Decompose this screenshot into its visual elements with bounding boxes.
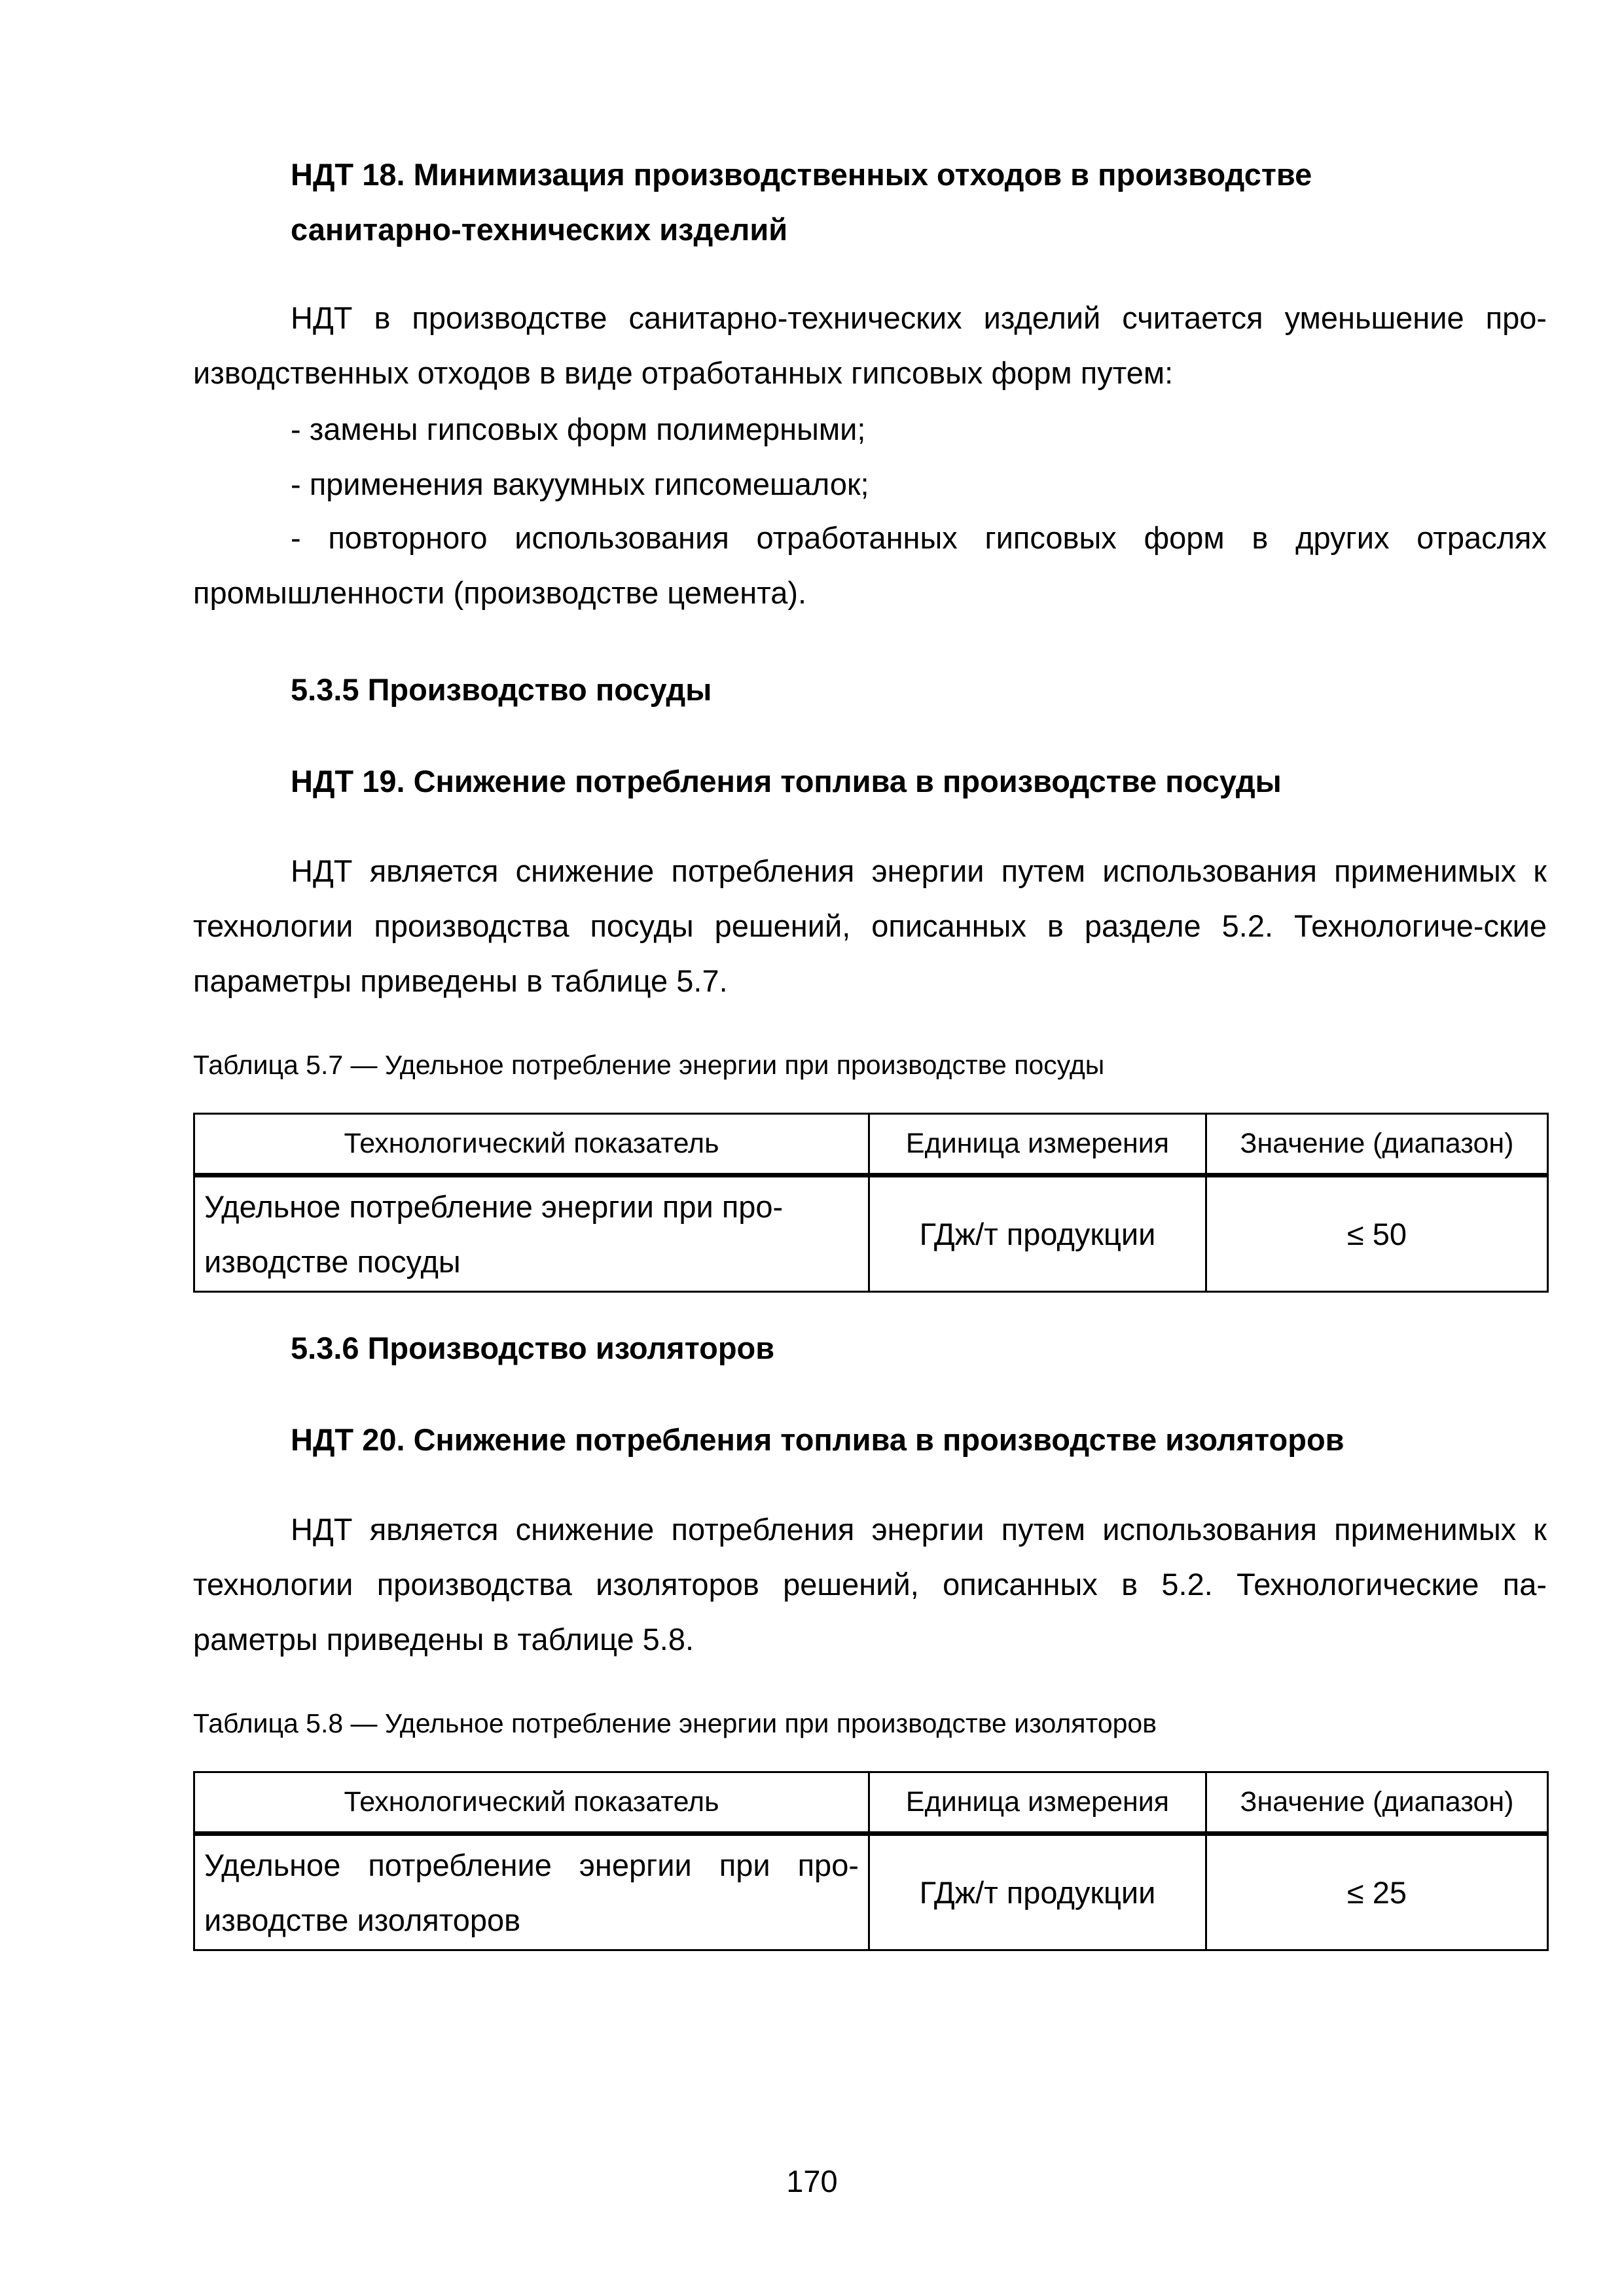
section-535-title: 5.3.5 Производство посуды bbox=[291, 672, 712, 707]
page-number: 170 bbox=[786, 2164, 838, 2198]
ndt19-title: НДТ 19. Снижение потребления топлива в производстве посуды bbox=[291, 764, 1282, 798]
table-header-cell: Технологический показатель bbox=[194, 1772, 869, 1834]
table-row bbox=[194, 1175, 1548, 1292]
table-5-8 bbox=[193, 1771, 1549, 1951]
table-header-cell: Единица измерения bbox=[869, 1772, 1206, 1834]
table-header-cell: Значение (диапазон) bbox=[1206, 1114, 1548, 1175]
table-cell-unit: ГДж/т продукции bbox=[869, 1834, 1206, 1950]
table-cell-indicator: Удельное потребление энергии при про-изводстве изоляторов bbox=[194, 1834, 869, 1950]
table-header-row bbox=[194, 1114, 1548, 1175]
ndt20-title: НДТ 20. Снижение потребления топлива в производстве изоляторов bbox=[291, 1422, 1344, 1457]
ndt18-title-line2: санитарно-технических изделий bbox=[291, 212, 788, 247]
table-cell-value: ≤ 25 bbox=[1206, 1834, 1548, 1950]
section-536-title: 5.3.6 Производство изоляторов bbox=[291, 1331, 775, 1365]
ndt18-list-item-3: - повторного использования отработанных гипсовых форм в других отраслях промышленности (производстве цемента). bbox=[193, 520, 1547, 610]
ndt18-list-item-2: - применения вакуумных гипсомешалок; bbox=[291, 467, 869, 501]
table-cell-value: ≤ 50 bbox=[1206, 1175, 1548, 1292]
table-header-row bbox=[194, 1772, 1548, 1834]
table57-caption: Таблица 5.7 — Удельное потребление энергии при производстве посуды bbox=[193, 1050, 1105, 1080]
table-cell-unit: ГДж/т продукции bbox=[869, 1175, 1206, 1292]
ndt18-list-item-1: - замены гипсовых форм полимерными; bbox=[291, 412, 866, 446]
ndt20-text: НДТ является снижение потребления энергии путем использования применимых к технологии производства изоляторов решений, описанных в 5.2. Технологические па-раметры приведены в таблице 5.8. bbox=[193, 1512, 1547, 1657]
ndt19-text: НДТ является снижение потребления энергии путем использования применимых к технологии производства посуды решений, описанных в разделе 5.2. Технологиче-ские параметры приведены в таблице 5.7. bbox=[193, 853, 1547, 998]
table-5-7 bbox=[193, 1113, 1549, 1293]
ndt18-title-line1: НДТ 18. Минимизация производственных отходов в производстве bbox=[291, 157, 1312, 192]
table-header-cell: Единица измерения bbox=[869, 1114, 1206, 1175]
table-row bbox=[194, 1834, 1548, 1950]
table58-caption: Таблица 5.8 — Удельное потребление энергии при производстве изоляторов bbox=[193, 1708, 1157, 1738]
table-header-cell: Значение (диапазон) bbox=[1206, 1772, 1548, 1834]
ndt18-intro: НДТ в производстве санитарно-технических изделий считается уменьшение про-изводственных отходов в виде отработанных гипсовых форм путем: bbox=[193, 300, 1547, 390]
table-header-cell: Технологический показатель bbox=[194, 1114, 869, 1175]
table-cell-indicator: Удельное потребление энергии при про-изводстве посуды bbox=[194, 1175, 869, 1292]
